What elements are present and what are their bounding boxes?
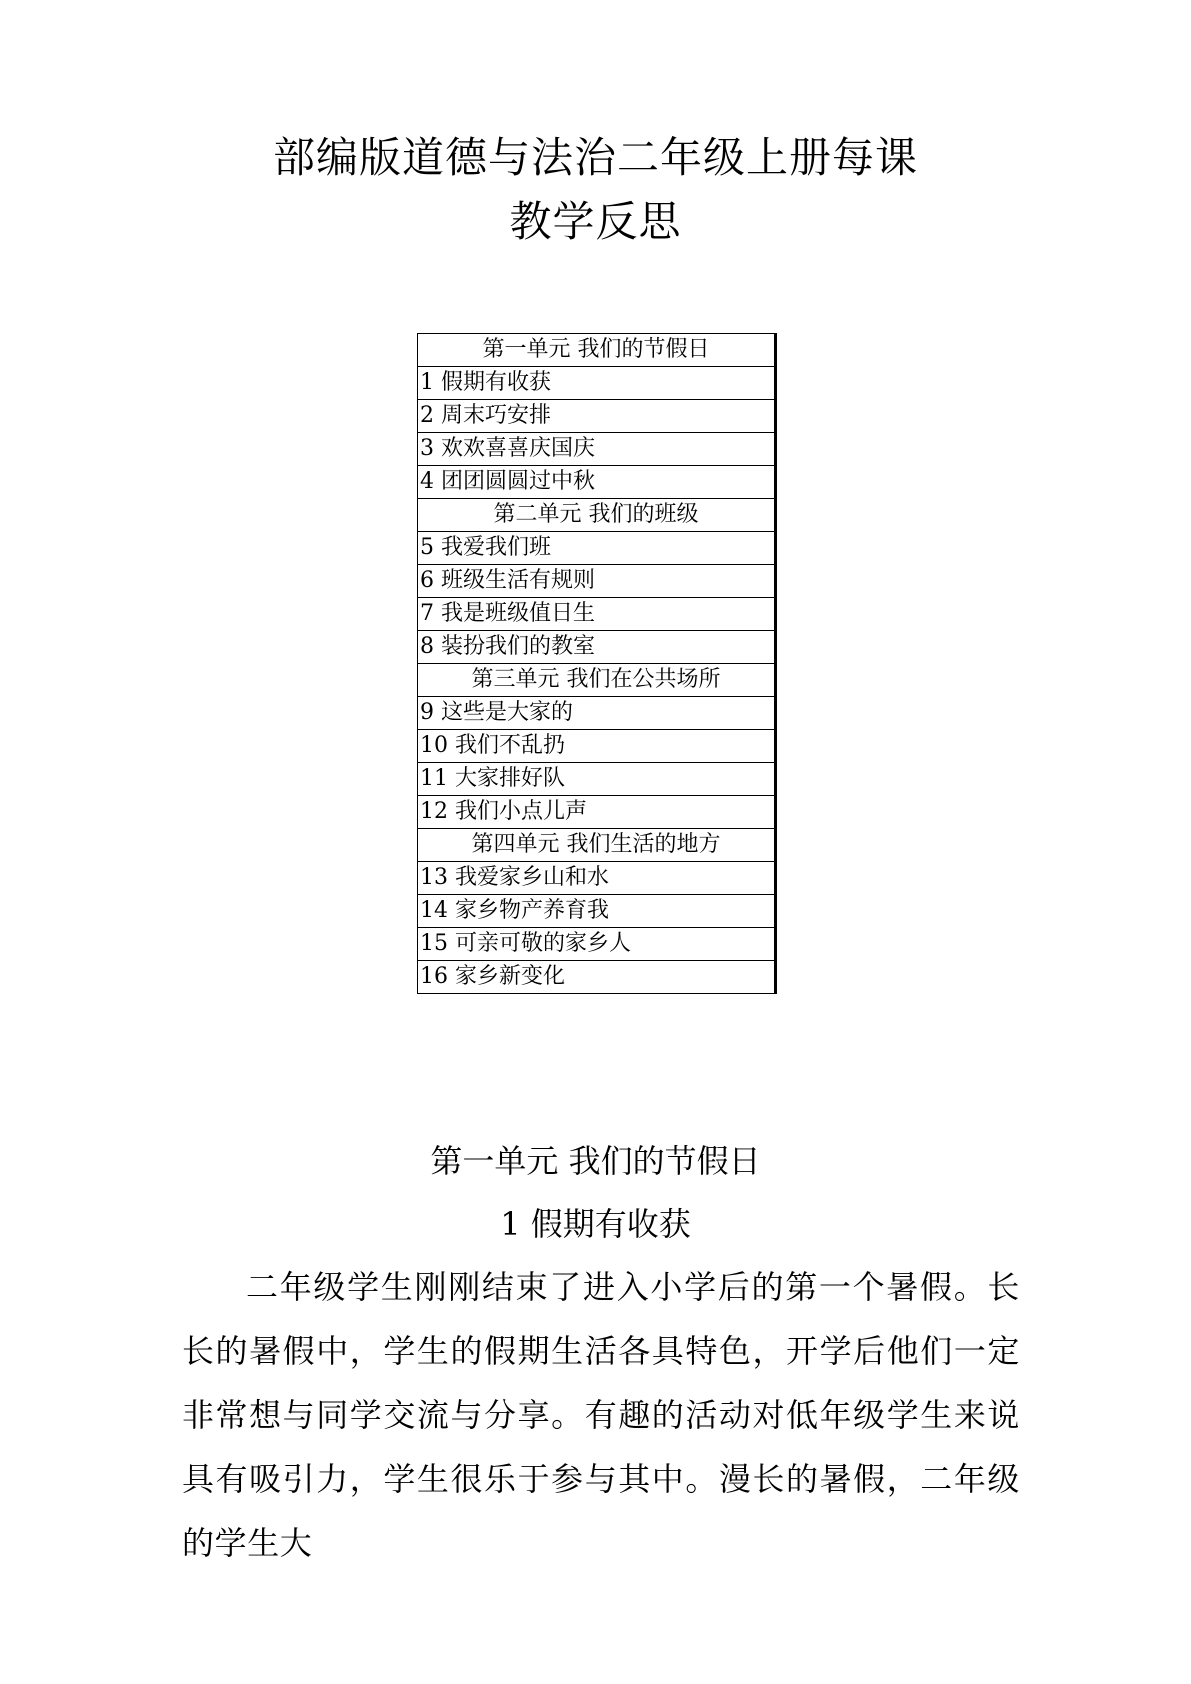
document-title-line-1: 部编版道德与法治二年级上册每课 (272, 133, 918, 182)
toc-lesson-title: 8 装扮我们的教室 (418, 631, 776, 664)
toc-lesson-title: 3 欢欢喜喜庆国庆 (418, 433, 776, 466)
toc-unit-row (418, 829, 776, 862)
toc-unit-title: 第一单元 我们的节假日 (418, 334, 776, 367)
unit-heading: 第一单元 我们的节假日 (430, 1142, 761, 1180)
toc-unit-row (418, 664, 776, 697)
toc-lesson-title: 7 我是班级值日生 (418, 598, 776, 631)
toc-unit-title: 第二单元 我们的班级 (418, 499, 776, 532)
toc-lesson-title: 6 班级生活有规则 (418, 565, 776, 598)
toc-lesson-row (418, 631, 776, 664)
toc-lesson-row (418, 730, 776, 763)
toc-lesson-title: 4 团团圆圆过中秋 (418, 466, 776, 499)
toc-body (418, 334, 776, 994)
lesson-heading: 1 假期有收获 (500, 1205, 691, 1243)
toc-lesson-title: 1 假期有收获 (418, 367, 776, 400)
toc-lesson-title: 11 大家排好队 (418, 763, 776, 796)
toc-lesson-row (418, 565, 776, 598)
toc-lesson-row (418, 598, 776, 631)
toc-lesson-row (418, 466, 776, 499)
toc-lesson-row (418, 697, 776, 730)
toc-lesson-row (418, 532, 776, 565)
toc-lesson-title: 15 可亲可敬的家乡人 (418, 928, 776, 961)
toc-lesson-row (418, 961, 776, 994)
toc-lesson-row (418, 862, 776, 895)
toc-lesson-title: 9 这些是大家的 (418, 697, 776, 730)
toc-unit-row (418, 499, 776, 532)
toc-lesson-row (418, 895, 776, 928)
toc-lesson-row (418, 400, 776, 433)
toc-lesson-row (418, 367, 776, 400)
toc-unit-row (418, 334, 776, 367)
toc-lesson-title: 10 我们不乱扔 (418, 730, 776, 763)
toc-lesson-row (418, 433, 776, 466)
lesson-paragraph: 二年级学生刚刚结束了进入小学后的第一个暑假。长长的暑假中，学生的假期生活各具特色，开学后他们一定非常想与同学交流与分享。有趣的活动对低年级学生来说具有吸引力，学生很乐于参与其中。漫长的暑假，二年级的学生大 (182, 1268, 1020, 1562)
toc-lesson-title: 5 我爱我们班 (418, 532, 776, 565)
toc-lesson-title: 12 我们小点儿声 (418, 796, 776, 829)
toc-lesson-title: 16 家乡新变化 (418, 961, 776, 994)
toc-lesson-row (418, 928, 776, 961)
table-of-contents (417, 333, 777, 994)
toc-lesson-row (418, 796, 776, 829)
toc-unit-title: 第三单元 我们在公共场所 (418, 664, 776, 697)
toc-unit-title: 第四单元 我们生活的地方 (418, 829, 776, 862)
toc-lesson-row (418, 763, 776, 796)
document-title-line-2: 教学反思 (509, 197, 682, 246)
toc-lesson-title: 2 周末巧安排 (418, 400, 776, 433)
toc-lesson-title: 13 我爱家乡山和水 (418, 862, 776, 895)
toc-lesson-title: 14 家乡物产养育我 (418, 895, 776, 928)
